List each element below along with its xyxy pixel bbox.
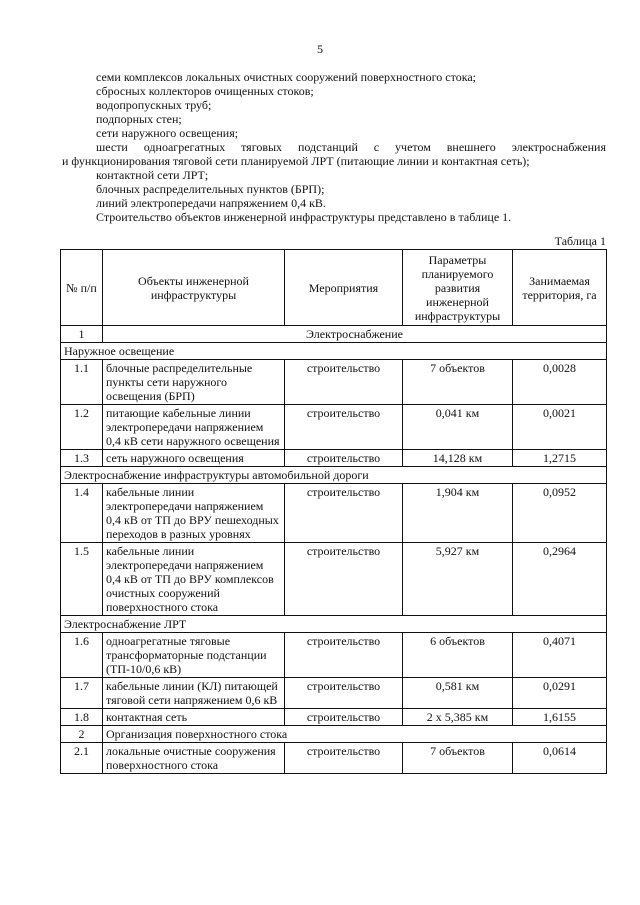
row-area: 0,0952 bbox=[513, 484, 607, 543]
row-area: 0,0291 bbox=[513, 678, 607, 709]
row-area: 0,0021 bbox=[513, 405, 607, 450]
intro-line: семи комплексов локальных очистных сооружений поверхностного стока; bbox=[96, 70, 477, 84]
row-parameter: 5,927 км bbox=[403, 543, 513, 616]
row-object: кабельные линии (КЛ) питающей тяговой сети напряжением 0,6 кВ bbox=[103, 678, 285, 709]
header-num: № п/п bbox=[61, 250, 103, 326]
row-parameter: 2 x 5,385 км bbox=[403, 709, 513, 726]
subsection-row bbox=[61, 343, 607, 360]
table-row bbox=[61, 405, 607, 450]
subsection-row bbox=[61, 467, 607, 484]
page-number: 5 bbox=[317, 42, 323, 56]
row-measure: строительство bbox=[285, 709, 403, 726]
row-object: одноагрегатные тяговые трансформаторные подстанции (ТП-10/0,6 кВ) bbox=[103, 633, 285, 678]
row-measure: строительство bbox=[285, 633, 403, 678]
row-object: кабельные линии электропередачи напряжением 0,4 кВ от ТП до ВРУ пешеходных переходов в разных уровнях bbox=[103, 484, 285, 543]
header-area: Занимаемая территория, га bbox=[513, 250, 607, 326]
row-number: 1.2 bbox=[61, 405, 103, 450]
row-area: 0,4071 bbox=[513, 633, 607, 678]
intro-line: блочных распределительных пунктов (БРП); bbox=[96, 182, 325, 196]
row-parameter: 0,581 км bbox=[403, 678, 513, 709]
row-measure: строительство bbox=[285, 405, 403, 450]
row-number: 2.1 bbox=[61, 743, 103, 774]
table-body bbox=[61, 326, 607, 774]
row-area: 0,0028 bbox=[513, 360, 607, 405]
row-object: кабельные линии электропередачи напряжением 0,4 кВ от ТП до ВРУ комплексов очистных сооружений поверхностного стока bbox=[103, 543, 285, 616]
row-measure: строительство bbox=[285, 360, 403, 405]
intro-line: сбросных коллекторов очищенных стоков; bbox=[96, 84, 314, 98]
row-parameter: 7 объектов bbox=[403, 743, 513, 774]
row-object: блочные распределительные пункты сети наружного освещения (БРП) bbox=[103, 360, 285, 405]
infrastructure-table bbox=[60, 249, 607, 774]
row-area: 1,2715 bbox=[513, 450, 607, 467]
table-header-row bbox=[61, 250, 607, 326]
row-measure: строительство bbox=[285, 450, 403, 467]
intro-line: водопропускных труб; bbox=[96, 98, 212, 112]
section-row bbox=[61, 326, 607, 343]
row-number: 1.7 bbox=[61, 678, 103, 709]
section-title: Организация поверхностного стока bbox=[103, 726, 607, 743]
row-measure: строительство bbox=[285, 678, 403, 709]
row-number: 1.8 bbox=[61, 709, 103, 726]
row-measure: строительство bbox=[285, 484, 403, 543]
subsection-title: Наружное освещение bbox=[61, 343, 607, 360]
row-object: локальные очистные сооружения поверхностного стока bbox=[103, 743, 285, 774]
intro-line: сети наружного освещения; bbox=[96, 126, 239, 140]
row-number: 1.5 bbox=[61, 543, 103, 616]
row-parameter: 14,128 км bbox=[403, 450, 513, 467]
row-parameter: 0,041 км bbox=[403, 405, 513, 450]
intro-line: контактной сети ЛРТ; bbox=[96, 168, 209, 182]
table-row bbox=[61, 360, 607, 405]
header-params: Параметры планируемого развития инженерной инфраструктуры bbox=[403, 250, 513, 326]
row-number: 1.1 bbox=[61, 360, 103, 405]
section-number: 2 bbox=[61, 726, 103, 743]
table-row bbox=[61, 678, 607, 709]
row-number: 1.6 bbox=[61, 633, 103, 678]
intro-paragraph-first: шести одноагрегатных тяговых подстанций с учетом внешнего электроснабжения bbox=[96, 140, 606, 154]
table-row bbox=[61, 484, 607, 543]
row-area: 1,6155 bbox=[513, 709, 607, 726]
section-title: Электроснабжение bbox=[103, 326, 607, 343]
row-parameter: 6 объектов bbox=[403, 633, 513, 678]
table-row bbox=[61, 709, 607, 726]
table-row bbox=[61, 450, 607, 467]
row-object: сеть наружного освещения bbox=[103, 450, 285, 467]
row-number: 1.3 bbox=[61, 450, 103, 467]
table-row bbox=[61, 743, 607, 774]
row-parameter: 1,904 км bbox=[403, 484, 513, 543]
section-number: 1 bbox=[61, 326, 103, 343]
intro-line: Строительство объектов инженерной инфраструктуры представлено в таблице 1. bbox=[96, 210, 512, 224]
intro-line: линий электропередачи напряжением 0,4 кВ. bbox=[96, 196, 326, 210]
intro-line: подпорных стен; bbox=[96, 112, 182, 126]
header-objects: Объекты инженерной инфраструктуры bbox=[103, 250, 285, 326]
table-row bbox=[61, 543, 607, 616]
table-row bbox=[61, 633, 607, 678]
subsection-title: Электроснабжение инфраструктуры автомобильной дороги bbox=[61, 467, 607, 484]
row-number: 1.4 bbox=[61, 484, 103, 543]
row-measure: строительство bbox=[285, 743, 403, 774]
row-parameter: 7 объектов bbox=[403, 360, 513, 405]
row-object: контактная сеть bbox=[103, 709, 285, 726]
row-area: 0,0614 bbox=[513, 743, 607, 774]
row-object: питающие кабельные линии электропередачи напряжением 0,4 кВ сети наружного освещения bbox=[103, 405, 285, 450]
intro-text bbox=[62, 70, 606, 224]
row-area: 0,2964 bbox=[513, 543, 607, 616]
intro-paragraph-cont: и функционирования тяговой сети планируемой ЛРТ (питающие линии и контактная сеть); bbox=[62, 154, 530, 168]
row-measure: строительство bbox=[285, 543, 403, 616]
header-measures: Мероприятия bbox=[285, 250, 403, 326]
subsection-row bbox=[61, 616, 607, 633]
subsection-title: Электроснабжение ЛРТ bbox=[61, 616, 607, 633]
table-caption: Таблица 1 bbox=[554, 234, 606, 248]
section-row bbox=[61, 726, 607, 743]
